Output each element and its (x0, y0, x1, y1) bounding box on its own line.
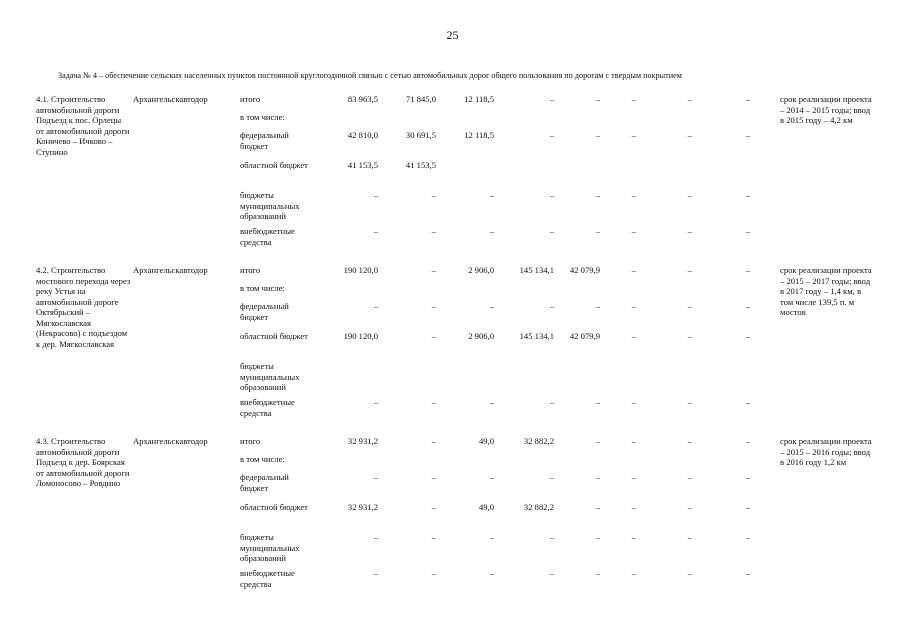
funding-value: – (687, 190, 692, 200)
funding-value: 41 153,5 (405, 160, 436, 170)
funding-value: 190 120,0 (343, 331, 378, 341)
funding-value: – (489, 532, 494, 542)
funding-row (36, 160, 876, 190)
funding-row (36, 502, 876, 532)
funding-value: – (687, 436, 692, 446)
funding-value: – (489, 472, 494, 482)
funding-value: – (631, 265, 636, 275)
funding-value: – (687, 226, 692, 236)
funding-value: – (745, 94, 750, 104)
funding-value: – (631, 397, 636, 407)
funding-value: – (745, 226, 750, 236)
task-title: Задача № 4 – обеспечение сельских населенных пунктов постоянной круглогодичной связью с сетью автомобильных дорог общего пользования по дорогам с твердым покрытием (58, 71, 682, 80)
funding-value: – (687, 94, 692, 104)
funding-value: 32 931,2 (347, 502, 378, 512)
section-name: 4.1. Строительство автомобильной дороги Подъезд к пос. Орлецы от автомобильной дороги Конячево – Ичково – Ступино (36, 94, 130, 157)
funding-value: – (745, 190, 750, 200)
funding-row (36, 568, 876, 598)
funding-value: – (745, 472, 750, 482)
funding-value: – (745, 130, 750, 140)
funding-value: – (373, 226, 378, 236)
funding-value: – (373, 568, 378, 578)
funding-value: – (373, 190, 378, 200)
page-number: 25 (446, 28, 459, 42)
funding-value: – (431, 190, 436, 200)
funding-source-label: в том числе: (240, 454, 285, 464)
funding-value: – (595, 397, 600, 407)
funding-value: – (631, 301, 636, 311)
funding-value: – (595, 94, 600, 104)
funding-source-label: бюджеты муниципальных образований (240, 361, 300, 392)
funding-value: – (631, 532, 636, 542)
funding-value: 32 882,2 (523, 502, 554, 512)
funding-source-label: итого (240, 94, 261, 104)
funding-value: – (373, 301, 378, 311)
funding-value: – (549, 532, 554, 542)
funding-value: – (431, 301, 436, 311)
funding-value: 71 845,0 (405, 94, 436, 104)
section-name: 4.3. Строительство автомобильной дороги Подъезд к дер. Боярская от автомобильной дороги Ломоносово – Ровдино (36, 436, 130, 488)
funding-value: – (745, 301, 750, 311)
section-note: срок реализации проекта – 2014 – 2015 годы; ввод в 2015 году – 4,2 км (780, 94, 872, 125)
funding-source-label: внебюджетные средства (240, 568, 295, 589)
funding-value: – (631, 190, 636, 200)
section-name: 4.2. Строительство мостового перехода через реку Устья на автомобильной дороге Октябрьский – Мягкославская (Некрасово) с подъездом к дер. Мягкославская (36, 265, 131, 349)
funding-value: – (431, 226, 436, 236)
funding-value: – (431, 568, 436, 578)
funding-value: – (549, 226, 554, 236)
funding-value: – (631, 130, 636, 140)
funding-value: – (745, 436, 750, 446)
funding-value: 12 118,5 (464, 94, 494, 104)
funding-source-label: областной бюджет (240, 331, 308, 341)
funding-value: – (745, 568, 750, 578)
funding-value: – (431, 397, 436, 407)
funding-value: – (687, 502, 692, 512)
funding-row (36, 190, 876, 220)
funding-source-label: в том числе: (240, 112, 285, 122)
funding-value: – (489, 397, 494, 407)
funding-value: – (373, 397, 378, 407)
funding-source-label: внебюджетные средства (240, 397, 295, 418)
funding-value: 32 882,2 (523, 436, 554, 446)
funding-value: – (687, 301, 692, 311)
funding-value: – (745, 331, 750, 341)
funding-value: – (687, 532, 692, 542)
funding-value: – (595, 436, 600, 446)
funding-source-label: бюджеты муниципальных образований (240, 190, 300, 221)
funding-row (36, 130, 876, 160)
funding-value: – (595, 130, 600, 140)
funding-value: – (745, 532, 750, 542)
funding-value: – (595, 190, 600, 200)
funding-row (36, 226, 876, 256)
funding-source-label: бюджеты муниципальных образований (240, 532, 300, 563)
funding-value: – (595, 502, 600, 512)
funding-value: – (745, 265, 750, 275)
funding-value: – (687, 265, 692, 275)
funding-value: – (687, 568, 692, 578)
funding-value: 42 079,9 (569, 265, 600, 275)
funding-value: 83 963,5 (347, 94, 378, 104)
funding-value: 2 906,0 (468, 265, 494, 275)
funding-value: – (595, 226, 600, 236)
funding-value: – (373, 472, 378, 482)
funding-value: – (549, 397, 554, 407)
funding-value: – (631, 568, 636, 578)
funding-source-label: федеральный бюджет (240, 130, 289, 151)
funding-source-label: федеральный бюджет (240, 472, 289, 493)
funding-value: – (549, 568, 554, 578)
funding-value: 49,0 (478, 436, 494, 446)
funding-value: – (687, 130, 692, 140)
section-executor: Архангельскавтодор (133, 94, 208, 104)
funding-value: – (631, 436, 636, 446)
funding-value: 145 134,1 (519, 331, 554, 341)
funding-value: – (595, 532, 600, 542)
funding-value: – (489, 568, 494, 578)
funding-value: – (595, 568, 600, 578)
funding-value: – (549, 190, 554, 200)
funding-value: – (631, 94, 636, 104)
funding-row (36, 532, 876, 562)
funding-row (36, 472, 876, 502)
funding-value: – (549, 472, 554, 482)
funding-source-label: областной бюджет (240, 502, 308, 512)
funding-value: – (631, 472, 636, 482)
funding-value: – (745, 502, 750, 512)
funding-value: – (489, 301, 494, 311)
funding-row (36, 361, 876, 391)
funding-value: – (549, 94, 554, 104)
funding-value: 30 691,5 (405, 130, 436, 140)
funding-value: – (631, 226, 636, 236)
funding-value: – (431, 502, 436, 512)
section-executor: Архангельскавтодор (133, 265, 208, 275)
funding-row (36, 397, 876, 427)
section-executor: Архангельскавтодор (133, 436, 208, 446)
funding-value: – (431, 532, 436, 542)
funding-value: 145 134,1 (519, 265, 554, 275)
funding-row (36, 301, 876, 331)
funding-row (36, 331, 876, 361)
funding-value: 190 120,0 (343, 265, 378, 275)
funding-value: – (431, 265, 436, 275)
funding-value: – (745, 397, 750, 407)
funding-value: – (489, 190, 494, 200)
section-note: срок реализации проекта – 2015 – 2016 годы; ввод в 2016 году 1,2 км (780, 436, 872, 467)
funding-value: 2 906,0 (468, 331, 494, 341)
funding-value: – (595, 472, 600, 482)
funding-value: – (631, 331, 636, 341)
funding-value: – (549, 301, 554, 311)
funding-source-label: внебюджетные средства (240, 226, 295, 247)
funding-value: 42 079,9 (569, 331, 600, 341)
funding-value: – (549, 130, 554, 140)
funding-value: – (489, 226, 494, 236)
section-note: срок реализации проекта – 2015 – 2017 годы; ввод в 2017 году – 1,4 км, в том числе 139,5 п. м мостов (780, 265, 872, 317)
funding-value: – (373, 532, 378, 542)
funding-value: – (431, 436, 436, 446)
funding-value: 42 810,0 (347, 130, 378, 140)
funding-source-label: итого (240, 265, 261, 275)
funding-value: – (431, 472, 436, 482)
funding-source-label: в том числе: (240, 283, 285, 293)
funding-value: 12 118,5 (464, 130, 494, 140)
funding-source-label: федеральный бюджет (240, 301, 289, 322)
funding-value: 32 931,2 (347, 436, 378, 446)
funding-value: – (687, 397, 692, 407)
funding-value: – (595, 301, 600, 311)
funding-value: 41 153,5 (347, 160, 378, 170)
funding-value: – (631, 502, 636, 512)
funding-value: 49,0 (478, 502, 494, 512)
funding-source-label: итого (240, 436, 261, 446)
funding-value: – (687, 472, 692, 482)
funding-value: – (431, 331, 436, 341)
funding-value: – (687, 331, 692, 341)
funding-source-label: областной бюджет (240, 160, 308, 170)
